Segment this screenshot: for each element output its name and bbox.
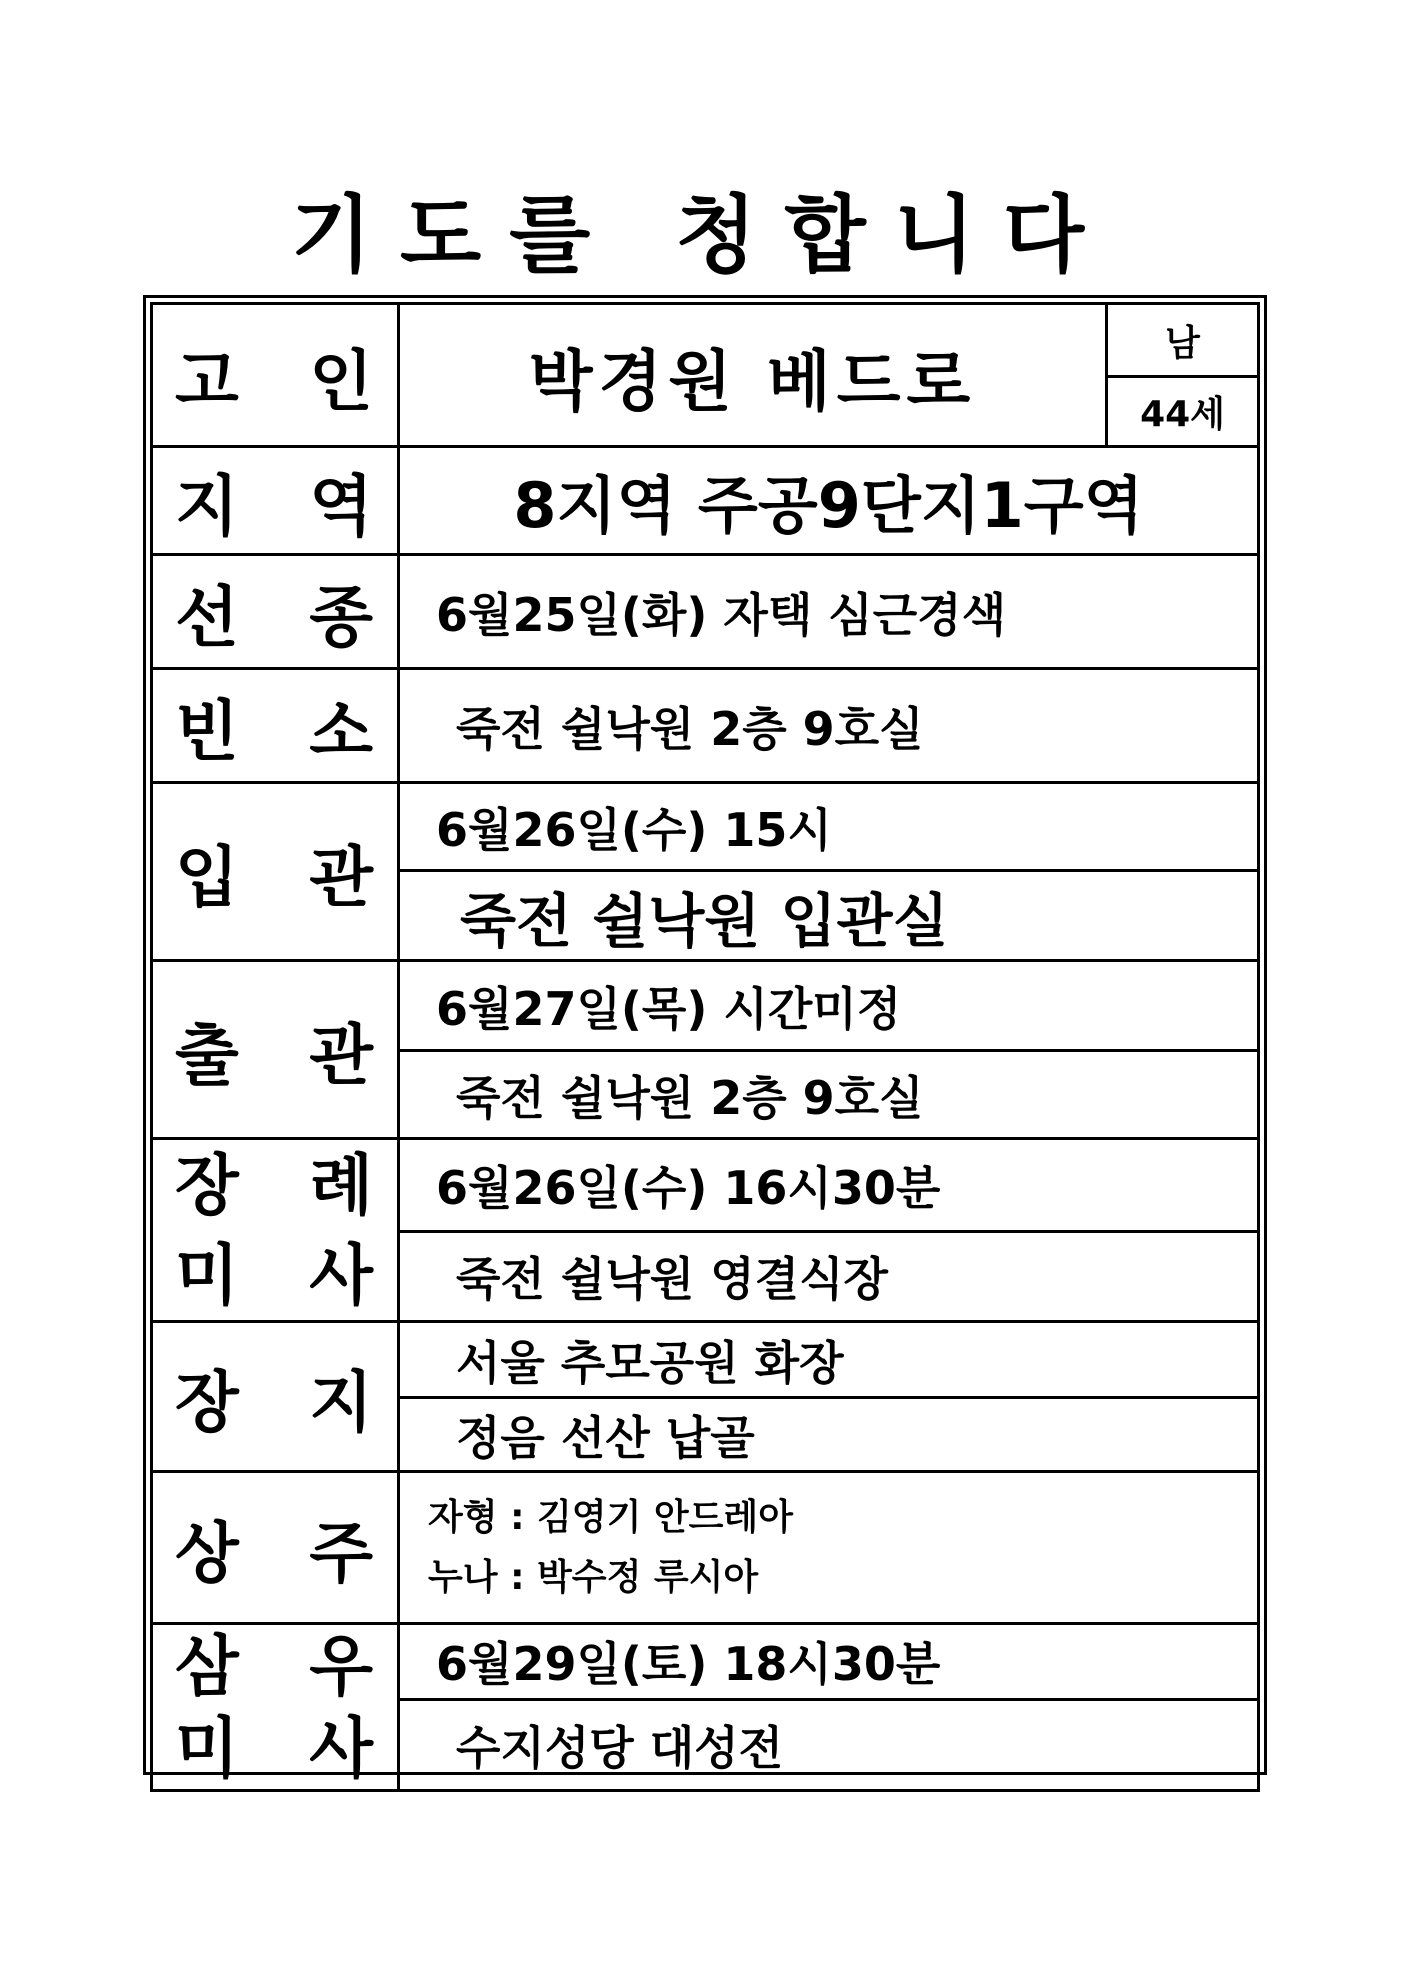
row-chief-mourner xyxy=(152,1472,1259,1624)
funeral-mass-place: 죽전 쉴낙원 영결식장 xyxy=(399,1231,1259,1321)
deceased-gender: 남 xyxy=(1107,304,1259,377)
row-funeral-mass xyxy=(152,1139,1259,1232)
burial-line2: 정음 선산 납골 xyxy=(399,1398,1259,1472)
label-deceased: 고 인 xyxy=(152,304,399,447)
label-departure: 출 관 xyxy=(152,961,399,1139)
chief-mourner-value xyxy=(399,1472,1259,1624)
row-funeral-home xyxy=(152,669,1259,783)
row-third-day-mass xyxy=(152,1624,1259,1700)
region-value: 8지역 주공9단지1구역 xyxy=(399,447,1259,555)
departure-place: 죽전 쉴낙원 2층 9호실 xyxy=(399,1051,1259,1139)
obituary-table-frame xyxy=(143,295,1267,1787)
funeral-mass-time: 6월26일(수) 16시30분 xyxy=(399,1139,1259,1232)
row-departure xyxy=(152,961,1259,1051)
encoffin-place: 죽전 쉴낙원 입관실 xyxy=(399,871,1259,961)
label-encoffin: 입 관 xyxy=(152,783,399,961)
label-funeral-home: 빈 소 xyxy=(152,669,399,783)
deceased-name: 박경원 베드로 xyxy=(399,304,1107,447)
funeral-home-value: 죽전 쉴낙원 2층 9호실 xyxy=(399,669,1259,783)
third-day-mass-place: 수지성당 대성전 xyxy=(399,1699,1259,1790)
row-region xyxy=(152,447,1259,555)
chief-mourner-line1: 자형 : 김영기 안드레아 xyxy=(428,1496,793,1538)
label-third-day-mass: 삼 우 미 사 xyxy=(152,1624,399,1791)
label-region: 지 역 xyxy=(152,447,399,555)
obituary-table xyxy=(150,302,1260,1792)
chief-mourner-line2: 누나 : 박수정 루시아 xyxy=(428,1556,759,1598)
death-value: 6월25일(화) 자택 심근경색 xyxy=(399,555,1259,669)
label-death: 선 종 xyxy=(152,555,399,669)
burial-line1: 서울 추모공원 화장 xyxy=(399,1322,1259,1398)
row-deceased xyxy=(152,304,1259,377)
label-funeral-mass: 장 례 미 사 xyxy=(152,1139,399,1322)
row-burial xyxy=(152,1322,1259,1398)
departure-time: 6월27일(목) 시간미정 xyxy=(399,961,1259,1051)
row-death xyxy=(152,555,1259,669)
deceased-age: 44세 xyxy=(1107,377,1259,447)
label-burial: 장 지 xyxy=(152,1322,399,1472)
label-chief-mourner: 상 주 xyxy=(152,1472,399,1624)
row-encoffin xyxy=(152,783,1259,871)
page-title: 기도를 청합니다 xyxy=(290,185,1113,284)
third-day-mass-time: 6월29일(토) 18시30분 xyxy=(399,1624,1259,1700)
encoffin-time: 6월26일(수) 15시 xyxy=(399,783,1259,871)
